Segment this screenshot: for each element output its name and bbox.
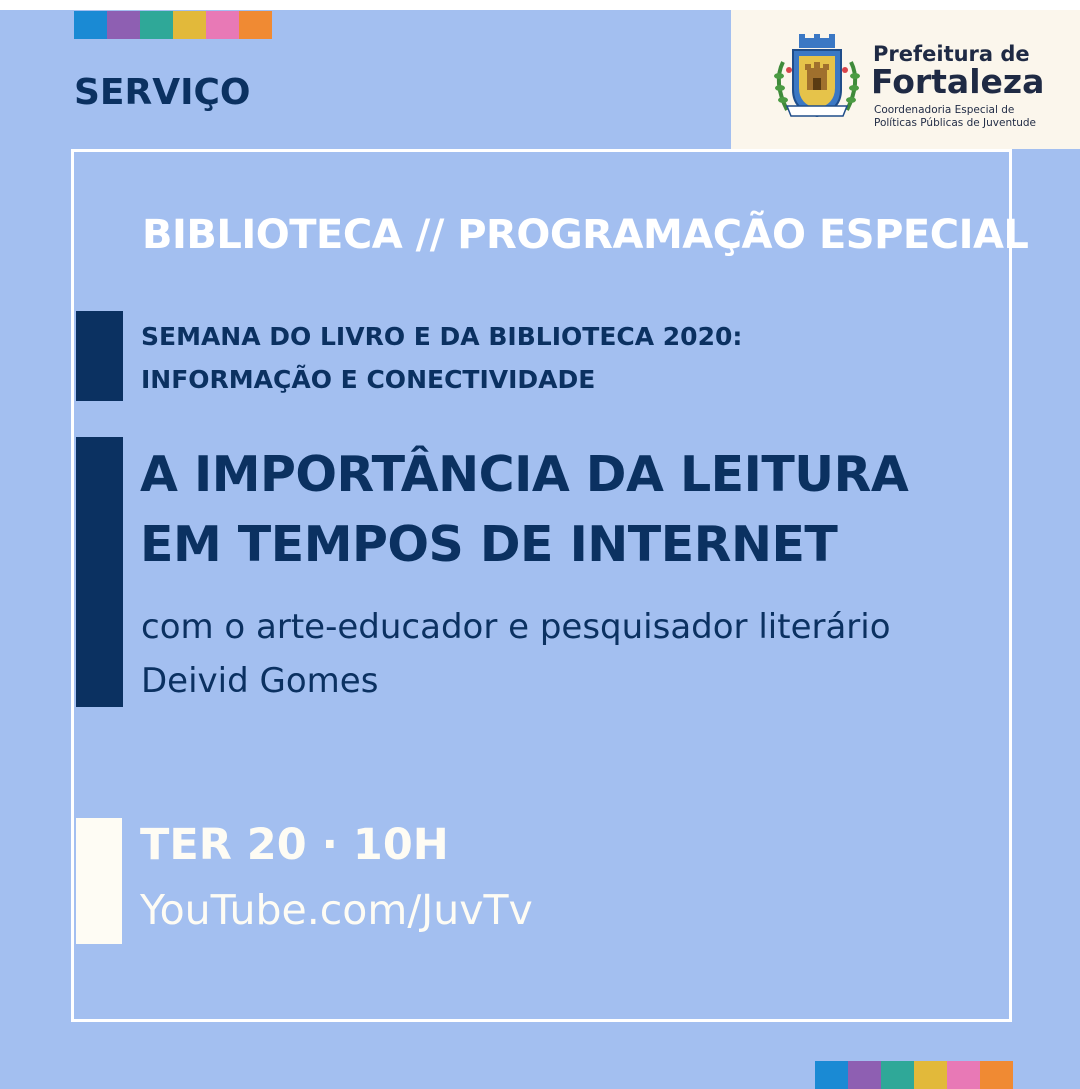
event-subtitle-line2: INFORMAÇÃO E CONECTIVIDADE [141, 365, 596, 394]
prefeitura-logo [731, 10, 1080, 149]
color-swatch [140, 11, 173, 39]
top-band [0, 0, 1080, 10]
logo-subtitle-line2: Políticas Públicas de Juventude [874, 117, 1037, 129]
color-strip-bottom [815, 1061, 1013, 1089]
color-swatch [881, 1061, 914, 1089]
event-title-line2: EM TEMPOS DE INTERNET [140, 516, 838, 573]
event-datetime: TER 20 · 10H [140, 820, 449, 870]
headline: BIBLIOTECA // PROGRAMAÇÃO ESPECIAL [142, 212, 1029, 258]
logo-title-line2: Fortaleza [871, 62, 1045, 101]
event-title [140, 440, 908, 580]
logo-subtitle-line1: Coordenadoria Especial de [874, 104, 1015, 116]
color-swatch [107, 11, 140, 39]
accent-bar-subtitle [76, 311, 123, 401]
color-swatch [947, 1061, 980, 1089]
color-swatch [848, 1061, 881, 1089]
color-swatch [239, 11, 272, 39]
section-label: SERVIÇO [74, 72, 251, 113]
color-swatch [914, 1061, 947, 1089]
color-strip-top [74, 11, 272, 39]
color-swatch [173, 11, 206, 39]
color-swatch [74, 11, 107, 39]
event-url[interactable]: YouTube.com/JuvTv [140, 886, 533, 934]
guest-description: com o arte-educador e pesquisador literário [141, 607, 891, 647]
color-swatch [206, 11, 239, 39]
guest-name: Deivid Gomes [141, 661, 379, 701]
logo-title-line1: Prefeitura de [873, 42, 1030, 66]
color-swatch [980, 1061, 1013, 1089]
event-subtitle [141, 315, 742, 401]
accent-bar-title [76, 437, 123, 707]
crest-icon [769, 32, 865, 124]
accent-bar-schedule [76, 818, 122, 944]
color-swatch [815, 1061, 848, 1089]
event-title-line1: A IMPORTÂNCIA DA LEITURA [140, 446, 909, 503]
guest-info [141, 600, 891, 708]
event-subtitle-line1: SEMANA DO LIVRO E DA BIBLIOTECA 2020: [141, 322, 743, 351]
